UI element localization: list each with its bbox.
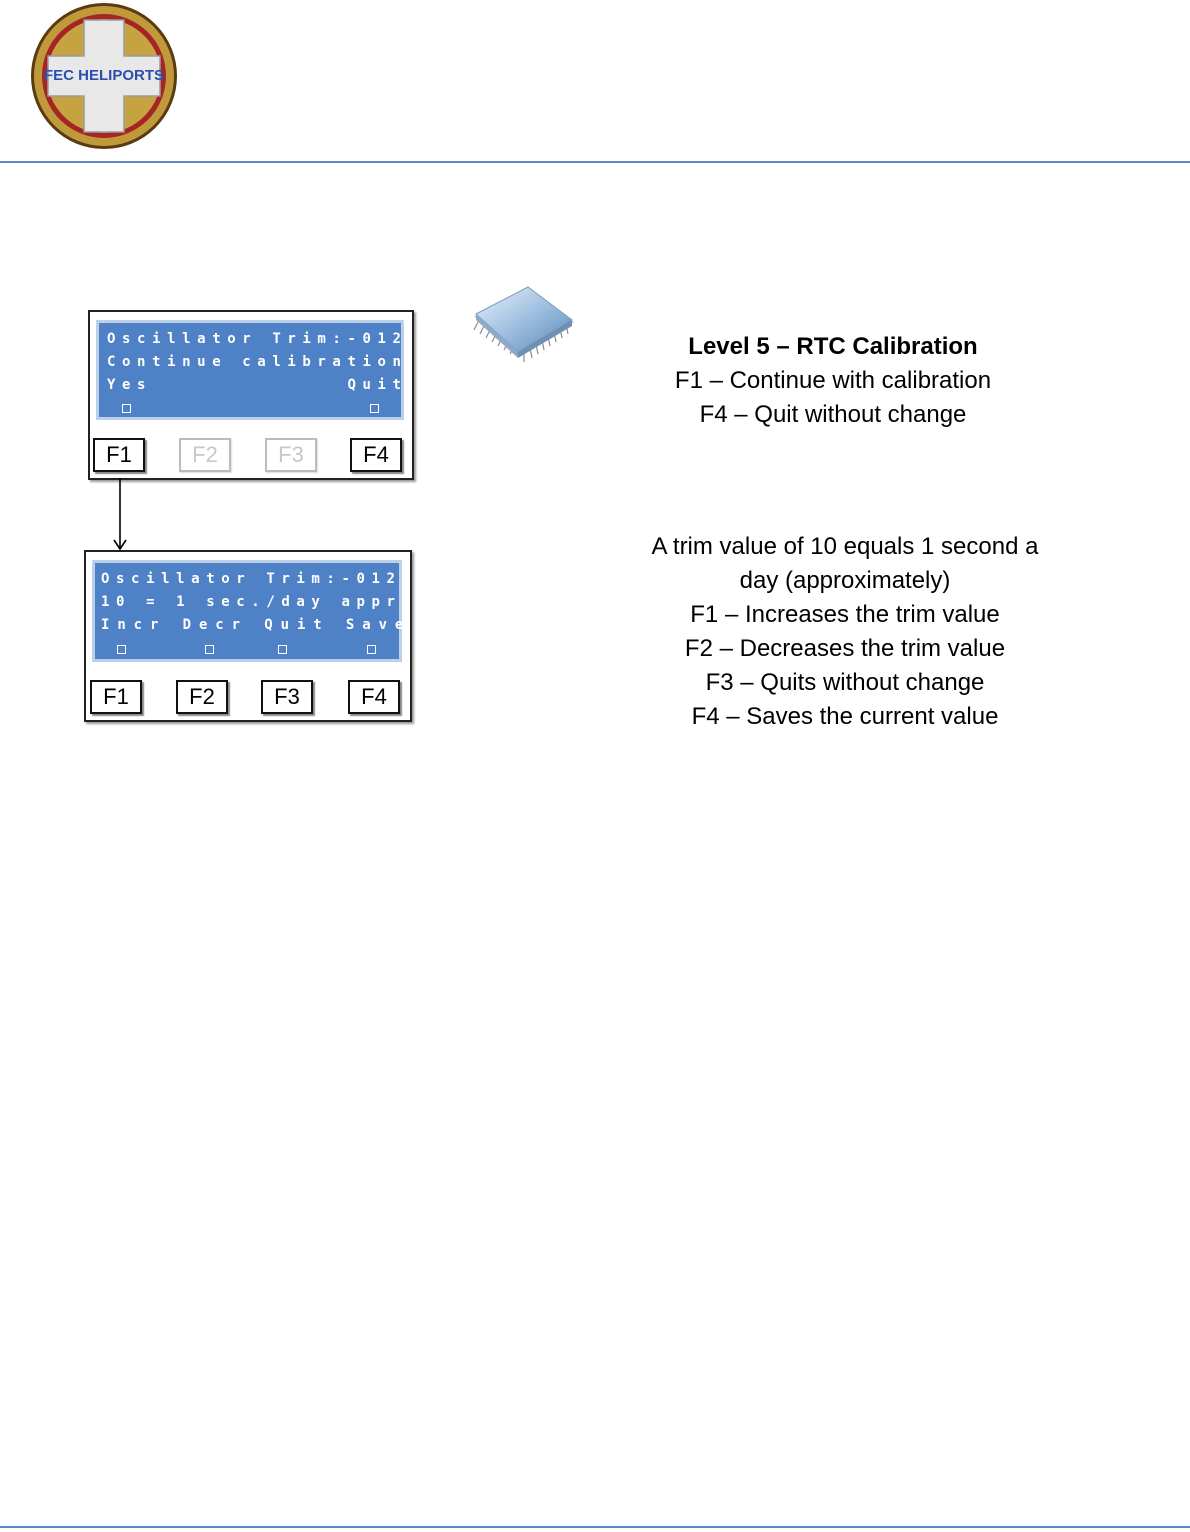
lcd-text: Continue calibration <box>107 354 408 370</box>
section-line: F4 – Saves the current value <box>691 703 999 730</box>
lcd-line <box>95 571 402 593</box>
section-line: day (approximately) <box>739 567 951 594</box>
header-rule <box>0 161 1190 163</box>
softkey-indicator-f2 <box>205 645 214 654</box>
lcd-text: Oscillator Trim:-012 <box>107 331 408 347</box>
f3-key[interactable]: F3 <box>261 680 313 714</box>
section-line: A trim value of 10 equals 1 second a <box>651 533 1039 560</box>
section-level5 <box>560 330 1106 432</box>
lcd-line <box>99 354 408 376</box>
lcd-line <box>95 594 402 616</box>
f1-key[interactable]: F1 <box>90 680 142 714</box>
lcd-screen-2 <box>92 560 412 662</box>
section-line: F1 – Continue with calibration <box>674 367 992 394</box>
section-line: F3 – Quits without change <box>705 669 985 696</box>
lcd-text: Oscillator Trim:-012 <box>101 571 402 587</box>
f4-key[interactable]: F4 <box>350 438 402 472</box>
section-title: Level 5 – RTC Calibration <box>688 333 978 360</box>
lcd-screen-1 <box>96 320 408 420</box>
f1-key[interactable]: F1 <box>93 438 145 472</box>
lcd-line <box>99 377 408 399</box>
f3-key[interactable]: F3 <box>265 438 317 472</box>
softkey-indicator-f4 <box>367 645 376 654</box>
lcd-panel-2 <box>84 550 412 722</box>
flow-arrow <box>110 478 130 552</box>
f2-key[interactable]: F2 <box>179 438 231 472</box>
softkey-indicator-f1 <box>117 645 126 654</box>
softkey-indicator-f1 <box>122 404 131 413</box>
f2-key[interactable]: F2 <box>176 680 228 714</box>
footer-rule <box>0 1526 1190 1528</box>
section-line: F4 – Quit without change <box>699 401 967 428</box>
lcd-line <box>99 331 408 353</box>
section-line: F1 – Increases the trim value <box>690 601 1000 628</box>
section-line: F2 – Decreases the trim value <box>684 635 1006 662</box>
lcd-text: Yes Quit <box>107 377 408 393</box>
lcd-line <box>95 617 412 639</box>
softkey-indicator-f4 <box>370 404 379 413</box>
lcd-text: 10 = 1 sec./day appr <box>101 594 402 610</box>
lcd-panel-1 <box>88 310 414 480</box>
logo-text: FEC HELIPORTS <box>43 67 165 84</box>
fec-heliports-logo <box>28 0 180 152</box>
section-trim <box>572 530 1118 734</box>
softkey-indicator-f3 <box>278 645 287 654</box>
lcd-text: Incr Decr Quit Save <box>101 617 412 633</box>
f4-key[interactable]: F4 <box>348 680 400 714</box>
